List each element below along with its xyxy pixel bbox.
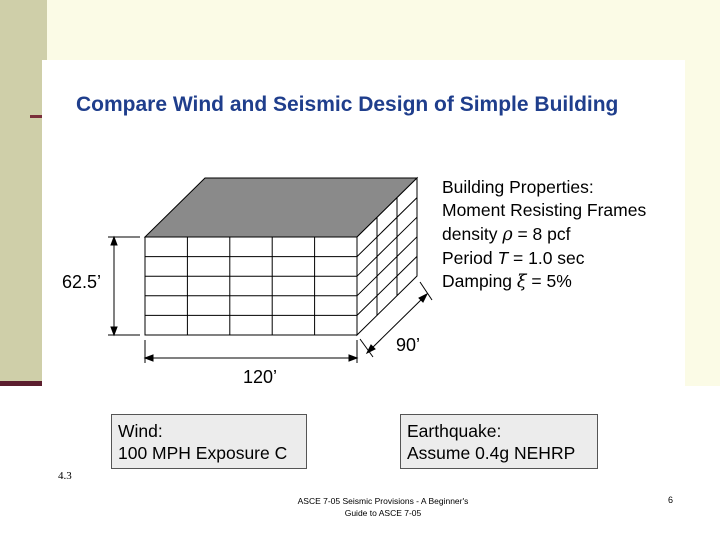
wind-box-title: Wind: [118, 421, 163, 441]
page-number: 6 [668, 495, 674, 505]
properties-density: density ρ = 8 pcf [442, 223, 571, 245]
slide-number: 4.3 [58, 470, 72, 482]
maroon-accent-rule [0, 381, 45, 386]
wind-load-box [111, 414, 307, 469]
footer-line-2: Guide to ASCE 7-05 [344, 508, 422, 518]
height-dimension-line [108, 237, 140, 335]
width-dimension-line [145, 340, 357, 363]
earthquake-box-value: Assume 0.4g NEHRP [407, 443, 576, 463]
properties-period: Period T = 1.0 sec [442, 247, 585, 268]
properties-heading: Building Properties: [442, 177, 594, 197]
footer-citation [268, 495, 498, 519]
rho-symbol: ρ [502, 224, 513, 245]
left-decor-stripe [0, 0, 47, 386]
earthquake-load-box [400, 414, 598, 469]
slide-content [42, 60, 685, 487]
building-front-face [145, 237, 357, 335]
slide-title: Compare Wind and Seismic Design of Simple Building [76, 93, 619, 116]
properties-damping: Damping ξ = 5% [442, 271, 572, 293]
height-label: 62.5’ [62, 272, 102, 292]
xi-symbol: ξ [516, 272, 527, 293]
width-label: 120’ [243, 367, 278, 387]
building-properties [442, 176, 682, 294]
footer-line-1: ASCE 7-05 Seismic Provisions - A Beginner's [297, 496, 469, 506]
wind-box-value: 100 MPH Exposure C [118, 443, 288, 463]
period-symbol: T [497, 247, 509, 268]
depth-label: 90’ [396, 335, 421, 355]
earthquake-box-title: Earthquake: [407, 421, 502, 441]
properties-system: Moment Resisting Frames [442, 200, 647, 221]
